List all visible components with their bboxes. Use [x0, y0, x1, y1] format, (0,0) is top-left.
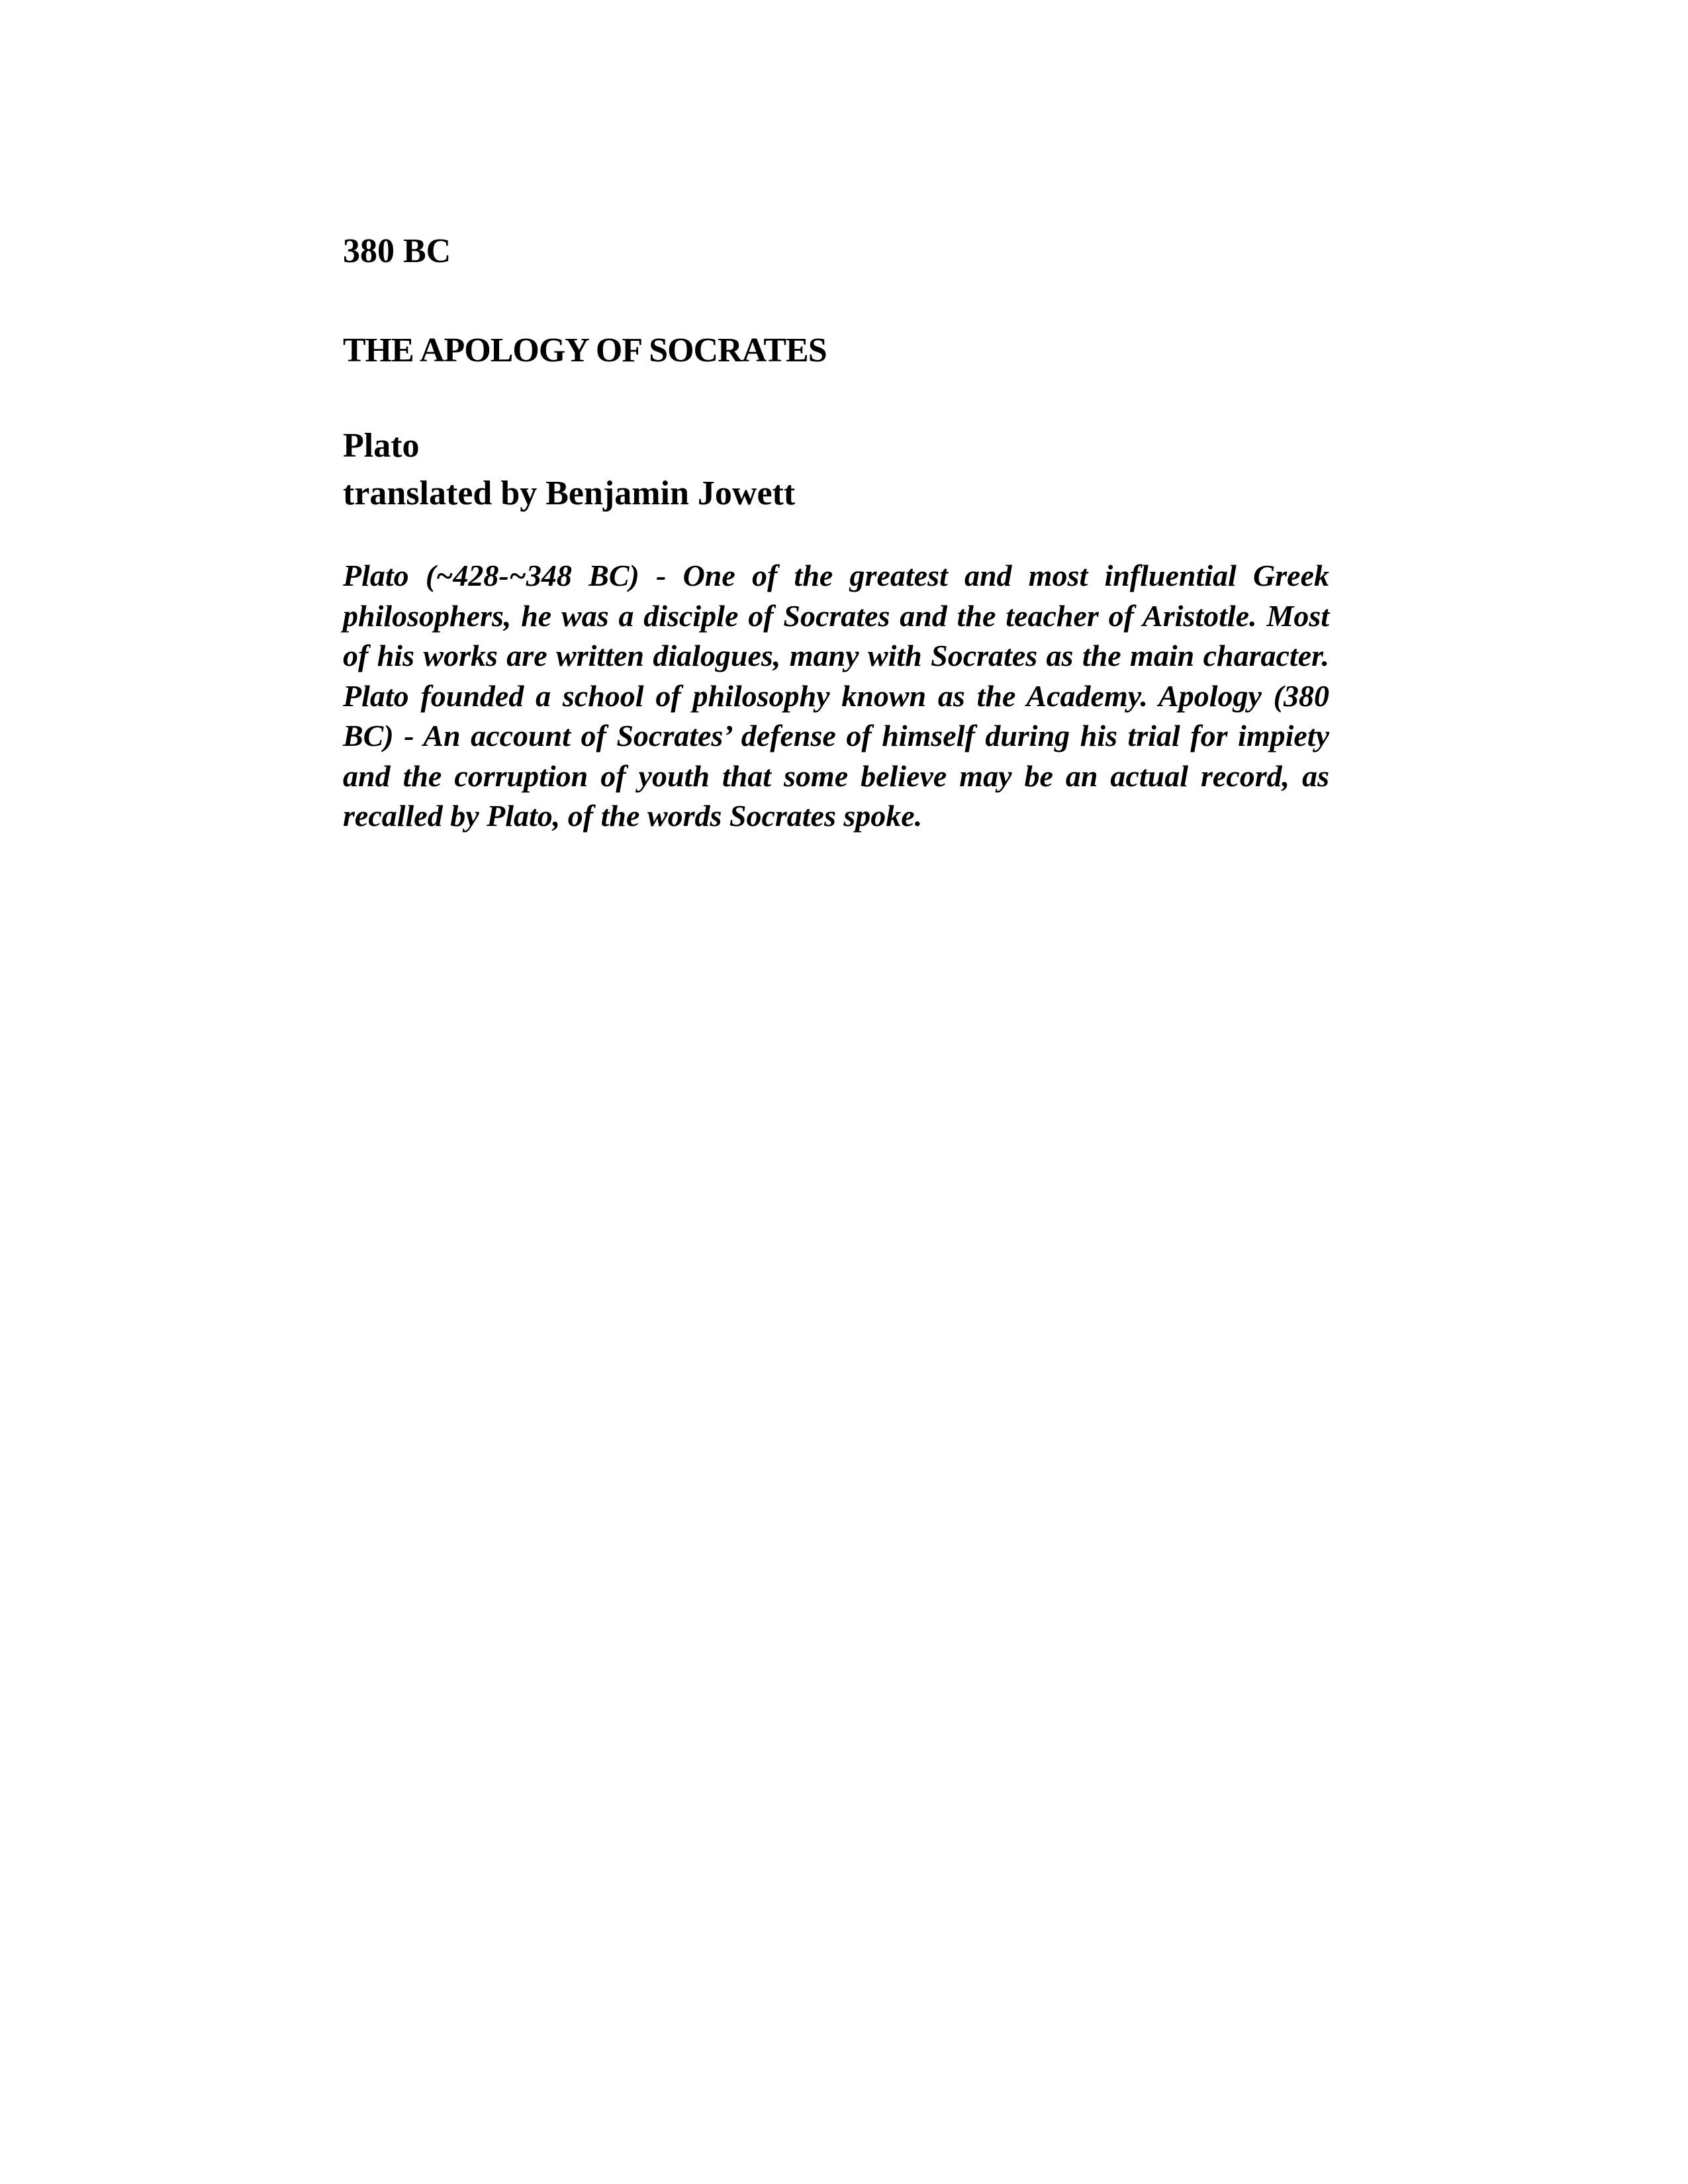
- summary-paragraph: Plato (~428-~348 BC) - One of the greatest and most influential Greek philosophers, he was a disciple of Socrates and the teacher of Aristotle. Most of his works are written dialogues, many with Socrates as the main character. Plato founded a school of philosophy known as the Academy. Apology (380 BC) - An account of Socrates’ defense of himself during his trial for impiety and the corruption of youth that some believe may be an actual record, as recalled by Plato, of the words Socrates spoke.: [343, 559, 1329, 833]
- publication-year: 380 BC: [343, 232, 451, 270]
- document-title: THE APOLOGY OF SOCRATES: [343, 332, 827, 369]
- author-name: Plato: [343, 427, 420, 465]
- translator-line: translated by Benjamin Jowett: [343, 475, 796, 512]
